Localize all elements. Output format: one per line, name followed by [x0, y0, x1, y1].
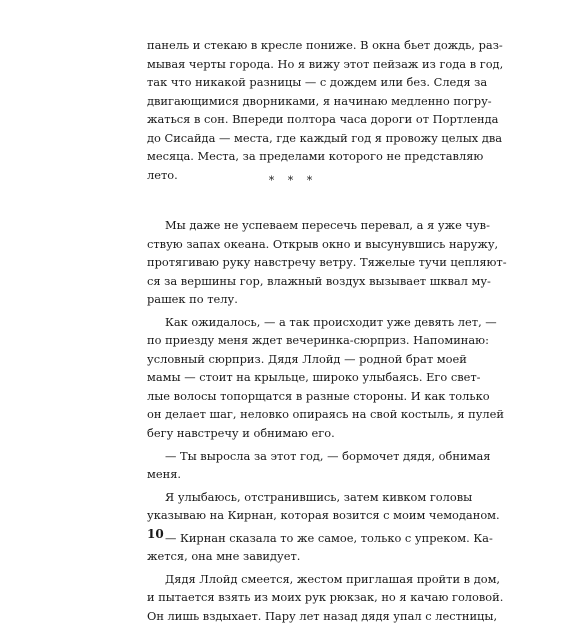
text-line: условный сюрприз. Дядя Ллойд — родной брат моей: [147, 351, 467, 366]
text-line: жаться в сон. Впереди полтора часа дороги от Портленда: [147, 112, 499, 127]
text-line: панель и стекаю в кресле пониже. В окна бьет дождь, раз-: [147, 38, 503, 52]
text-line: и пытается взять из моих рук рюкзак, но я качаю головой.: [147, 590, 504, 605]
text-line: бегу навстречу и обнимаю его.: [147, 426, 335, 441]
text-line: ствую запах океана. Открыв окно и высунувшись наружу,: [147, 236, 499, 251]
text-line: — Ты выросла за этот год, — бормочет дядя, обнимая: [165, 448, 491, 463]
paragraph: [147, 570, 504, 625]
text-line: мамы — стоит на крыльце, широко улыбаясь. Его свет-: [147, 370, 481, 385]
text-line: двигающимися дворниками, я начинаю медленно погру-: [147, 93, 492, 108]
section-separator: * * *: [268, 174, 318, 187]
paragraph: [147, 529, 493, 566]
text-line: Дядя Ллойд смеется, жестом приглашая пройти в дом,: [165, 571, 501, 586]
text-line: так что никакой разницы — с дождем или без. Следя за: [147, 75, 488, 90]
paragraph: [147, 447, 491, 484]
paragraph: [147, 216, 507, 309]
text-line: меня.: [147, 467, 181, 482]
text-line: указываю на Кирнан, которая возится с моим чемоданом.: [147, 508, 500, 523]
page-number: 10: [147, 527, 164, 541]
text-line: мывая черты города. Но я вижу этот пейзаж из года в год,: [147, 56, 504, 71]
text-line: по приезду меня ждет вечеринка-сюрприз. Напоминаю:: [147, 333, 489, 348]
text-line: ся за вершины гор, влажный воздух вызывает шквал му-: [147, 273, 491, 288]
paragraph: [147, 313, 504, 443]
text-line: — Кирнан сказала то же самое, только с упреком. Ка-: [165, 530, 493, 545]
paragraph: [147, 488, 500, 525]
text-line: до Сисайда — места, где каждый год я провожу целых два: [147, 130, 503, 145]
text-line: жется, она мне завидует.: [147, 549, 301, 564]
text-line: протягиваю руку навстречу ветру. Тяжелые тучи цепляют-: [147, 255, 507, 270]
text-line: Мы даже не успеваем пересечь перевал, а я уже чув-: [165, 218, 490, 232]
text-line: Я улыбаюсь, отстранившись, затем кивком головы: [165, 489, 473, 504]
body-text: [147, 216, 507, 625]
paragraph-top: [147, 36, 504, 184]
text-line: лето.: [147, 167, 178, 182]
text-line: месяца. Места, за пределами которого не представляю: [147, 149, 484, 164]
text-line: он делает шаг, неловко опираясь на свой костыль, я пулей: [147, 407, 504, 422]
text-line: Он лишь вздыхает. Пару лет назад дядя упал с лестницы,: [147, 608, 498, 623]
text-line: лые волосы топорщатся в разные стороны. И как только: [147, 388, 490, 403]
text-line: Как ожидалось, — а так происходит уже девять лет, —: [165, 314, 497, 329]
text-line: рашек по телу.: [147, 292, 238, 307]
